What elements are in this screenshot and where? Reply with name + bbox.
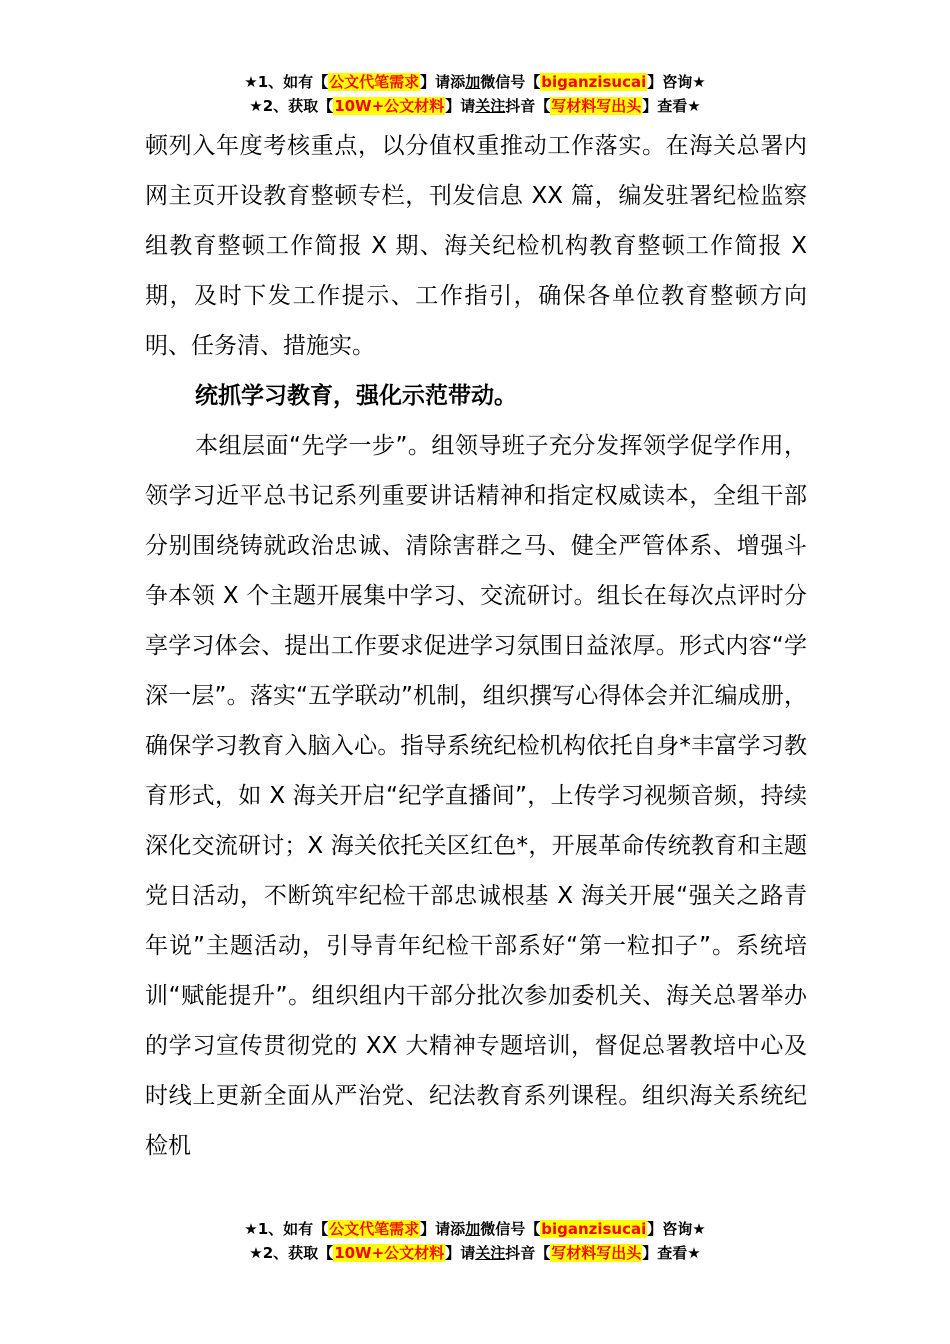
highlight-service: 公文代笔需求 (329, 73, 420, 91)
notice-text: 】咨询★ (647, 73, 706, 91)
notice-text: 】请添 (420, 73, 466, 91)
notice-emphasis: 关注 (475, 1244, 506, 1262)
highlight-wechat-id: biganzisucai (541, 1220, 647, 1238)
notice-emphasis: 加 (465, 73, 481, 91)
notice-text: ★2、获取【 (249, 1244, 334, 1262)
footer-notice (0, 1217, 950, 1265)
section-heading: 统抓学习教育，强化示范带动。 (195, 383, 517, 409)
highlight-materials: 10W+公文材料 (334, 97, 445, 115)
highlight-douyin-account: 写材料写出头 (551, 97, 642, 115)
highlight-materials: 10W+公文材料 (334, 1244, 445, 1262)
notice-text: 】请 (445, 1244, 476, 1262)
highlight-service: 公文代笔需求 (329, 1220, 420, 1238)
highlight-douyin-account: 写材料写出头 (551, 1244, 642, 1262)
footer-notice-line-1 (0, 1217, 950, 1241)
notice-text: 】查看★ (642, 97, 701, 115)
footer-notice-line-2 (0, 1241, 950, 1265)
notice-text: 抖音【 (505, 97, 551, 115)
highlight-wechat-id: biganzisucai (541, 73, 647, 91)
notice-text: 】查看★ (642, 1244, 701, 1262)
header-notice (0, 70, 950, 118)
document-body (145, 121, 807, 1171)
body-paragraph: 顿列入年度考核重点，以分值权重推动工作落实。在海关总署内网主页开设教育整顿专栏，刊发信息 XX 篇，编发驻署纪检监察组教育整顿工作简报 X 期、海关纪检机构教育整顿工作简报 X 期，及时下发工作提示、工作指引，确保各单位教育整顿方向明、任务清、措施实。 (145, 133, 807, 359)
notice-text: 抖音【 (505, 1244, 551, 1262)
notice-text: 微信号【 (480, 1220, 541, 1238)
notice-text: 】请 (445, 97, 476, 115)
notice-text: 微信号【 (480, 73, 541, 91)
body-paragraph: 本组层面“先学一步”。组领导班子充分发挥领学促学作用，领学习近平总书记系列重要讲话精神和指定权威读本，全组干部分别围绕铸就政治忠诚、清除害群之马、健全严管体系、增强斗争本领 X 个主题开展集中学习、交流研讨。组长在每次点评时分享学习体会、提出工作要求促进学习氛围日益浓厚。形式内容“学深一层”。落实“五学联动”机制，组织撰写心得体会并汇编成册，确保学习教育入脑入心。指导系统纪检机构依托自身*丰富学习教育形式，如 X 海关开启“纪学直播间”，上传学习视频音频，持续深化交流研讨；X 海关依托关区红色*，开展革命传统教育和主题党日活动，不断筑牢纪检干部忠诚根基 X 海关开展“强关之路青年说”主题活动，引导青年纪检干部系好“第一粒扣子”。系统培训“赋能提升”。组织组内干部分批次参加委机关、海关总署举办的学习宣传贯彻党的 XX 大精神专题培训，督促总署教培中心及时线上更新全面从严治党、纪法教育系列课程。组织海关系统纪检机 (145, 433, 807, 1159)
notice-emphasis: 加 (465, 1220, 481, 1238)
header-notice-line-1 (0, 70, 950, 94)
notice-text: ★1、如有【 (244, 1220, 329, 1238)
notice-text: ★2、获取【 (249, 97, 334, 115)
header-notice-line-2 (0, 94, 950, 118)
notice-text: 】请添 (420, 1220, 466, 1238)
notice-text: 】咨询★ (647, 1220, 706, 1238)
notice-emphasis: 关注 (475, 97, 506, 115)
notice-text: ★1、如有【 (244, 73, 329, 91)
